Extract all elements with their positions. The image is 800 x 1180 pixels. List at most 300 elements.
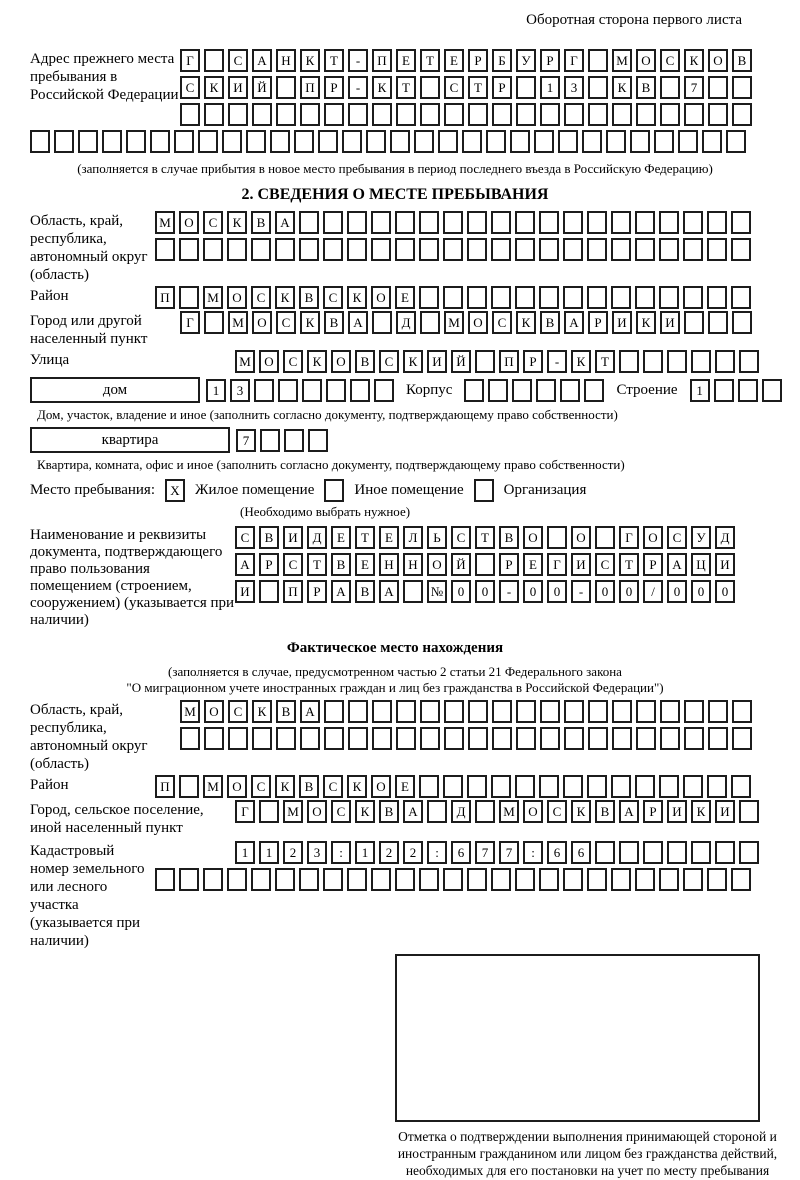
char-cell: К bbox=[403, 350, 423, 373]
char-row bbox=[235, 800, 759, 823]
char-cell: Т bbox=[396, 76, 416, 99]
char-cell: - bbox=[547, 350, 567, 373]
stroenie-label: Строение bbox=[616, 381, 678, 398]
char-cell bbox=[659, 868, 679, 891]
char-row bbox=[235, 841, 759, 864]
char-cell bbox=[612, 700, 632, 723]
char-row bbox=[180, 49, 752, 72]
char-cell bbox=[395, 868, 415, 891]
char-cell bbox=[636, 727, 656, 750]
char-cell: Т bbox=[307, 553, 327, 576]
char-cell: К bbox=[204, 76, 224, 99]
char-cell bbox=[539, 286, 559, 309]
char-cell: В bbox=[251, 211, 271, 234]
char-row bbox=[180, 700, 752, 723]
char-cell bbox=[252, 103, 272, 126]
char-cell: Р bbox=[492, 76, 512, 99]
char-cell bbox=[588, 700, 608, 723]
char-cell bbox=[732, 311, 752, 334]
char-cell bbox=[539, 775, 559, 798]
char-cell bbox=[326, 379, 346, 402]
char-cell: : bbox=[331, 841, 351, 864]
char-cell: Д bbox=[715, 526, 735, 549]
char-cell bbox=[715, 350, 735, 373]
char-cell bbox=[587, 211, 607, 234]
char-cell bbox=[324, 103, 344, 126]
street-label: Улица bbox=[30, 352, 70, 368]
char-cell: Д bbox=[396, 311, 416, 334]
char-row bbox=[235, 526, 735, 549]
char-cell bbox=[372, 700, 392, 723]
char-cell: П bbox=[499, 350, 519, 373]
char-cell bbox=[228, 103, 248, 126]
char-cell bbox=[731, 238, 751, 261]
char-cell: С bbox=[323, 775, 343, 798]
section3-title: Фактическое место нахождения bbox=[286, 640, 504, 656]
char-cell bbox=[491, 286, 511, 309]
char-cell: Е bbox=[379, 526, 399, 549]
char-cell bbox=[299, 238, 319, 261]
stroenie-row bbox=[690, 379, 782, 402]
char-cell: П bbox=[283, 580, 303, 603]
char-cell: И bbox=[715, 800, 735, 823]
char-cell: М bbox=[499, 800, 519, 823]
char-cell: К bbox=[372, 76, 392, 99]
char-cell: С bbox=[276, 311, 296, 334]
char-cell bbox=[683, 868, 703, 891]
char-cell: И bbox=[667, 800, 687, 823]
char-cell: Р bbox=[468, 49, 488, 72]
char-cell: В bbox=[324, 311, 344, 334]
char-cell bbox=[308, 429, 328, 452]
char-cell bbox=[276, 727, 296, 750]
char-row bbox=[180, 727, 752, 750]
char-cell: 1 bbox=[206, 379, 226, 402]
char-cell bbox=[438, 130, 458, 153]
char-row bbox=[155, 868, 759, 891]
house-number-row bbox=[206, 379, 394, 402]
char-cell: Й bbox=[252, 76, 272, 99]
char-cell: Б bbox=[492, 49, 512, 72]
char-cell: В bbox=[379, 800, 399, 823]
char-cell bbox=[612, 103, 632, 126]
char-cell bbox=[252, 727, 272, 750]
char-cell bbox=[276, 76, 296, 99]
char-cell: С bbox=[228, 49, 248, 72]
char-cell bbox=[539, 211, 559, 234]
char-cell: В bbox=[355, 580, 375, 603]
char-cell bbox=[635, 775, 655, 798]
char-cell: 2 bbox=[379, 841, 399, 864]
char-row bbox=[235, 580, 735, 603]
char-cell bbox=[660, 103, 680, 126]
checkbox-residential: X bbox=[165, 479, 185, 502]
char-cell bbox=[204, 103, 224, 126]
char-cell bbox=[299, 868, 319, 891]
char-cell bbox=[707, 238, 727, 261]
char-cell: О bbox=[252, 311, 272, 334]
char-cell bbox=[403, 580, 423, 603]
char-row bbox=[180, 311, 752, 334]
char-cell: В bbox=[259, 526, 279, 549]
char-cell bbox=[560, 379, 580, 402]
char-cell bbox=[619, 350, 639, 373]
char-cell bbox=[659, 238, 679, 261]
stay-type-note: (Необходимо выбрать нужное) bbox=[240, 504, 411, 519]
char-cell bbox=[420, 700, 440, 723]
char-cell bbox=[588, 727, 608, 750]
char-cell bbox=[731, 286, 751, 309]
previous-address-rows bbox=[180, 49, 752, 126]
char-cell: О bbox=[227, 286, 247, 309]
field-previous-address bbox=[30, 49, 760, 126]
char-cell: О bbox=[523, 800, 543, 823]
char-cell: С bbox=[331, 800, 351, 823]
char-cell bbox=[222, 130, 242, 153]
char-row bbox=[155, 775, 751, 798]
field-district bbox=[30, 286, 760, 309]
char-cell: 7 bbox=[499, 841, 519, 864]
char-cell: С bbox=[283, 553, 303, 576]
document-label: Наименование и реквизиты документа, подтверждающего право пользования помещением (строением, сооружением) (указывается при наличии) bbox=[30, 527, 235, 628]
char-cell bbox=[468, 700, 488, 723]
city-actual-label: Город, сельское поселение, иной населенный пункт bbox=[30, 802, 204, 836]
char-cell: 1 bbox=[235, 841, 255, 864]
char-cell bbox=[714, 379, 734, 402]
char-cell: А bbox=[564, 311, 584, 334]
char-cell: 6 bbox=[571, 841, 591, 864]
char-cell bbox=[427, 800, 447, 823]
char-cell bbox=[587, 775, 607, 798]
char-cell: М bbox=[203, 775, 223, 798]
char-cell bbox=[299, 211, 319, 234]
char-cell bbox=[390, 130, 410, 153]
char-cell: С bbox=[228, 700, 248, 723]
char-cell: К bbox=[300, 49, 320, 72]
char-cell bbox=[635, 868, 655, 891]
char-cell: Д bbox=[451, 800, 471, 823]
char-cell: В bbox=[636, 76, 656, 99]
region-actual-label: Область, край, республика, автономный округ (область) bbox=[30, 702, 148, 772]
char-cell bbox=[347, 238, 367, 261]
char-cell: / bbox=[643, 580, 663, 603]
checkbox-other-premises bbox=[324, 479, 344, 502]
char-cell: 0 bbox=[595, 580, 615, 603]
document-rows bbox=[235, 526, 735, 603]
char-cell bbox=[606, 130, 626, 153]
char-cell bbox=[588, 103, 608, 126]
char-cell: 7 bbox=[684, 76, 704, 99]
char-cell: Р bbox=[643, 553, 663, 576]
char-cell bbox=[180, 727, 200, 750]
char-cell bbox=[300, 103, 320, 126]
char-row bbox=[155, 286, 751, 309]
char-cell: Л bbox=[403, 526, 423, 549]
char-cell bbox=[707, 211, 727, 234]
char-cell bbox=[491, 211, 511, 234]
char-cell bbox=[732, 700, 752, 723]
char-cell: С bbox=[379, 350, 399, 373]
char-cell: И bbox=[660, 311, 680, 334]
char-cell: М bbox=[155, 211, 175, 234]
char-cell bbox=[371, 238, 391, 261]
char-cell bbox=[547, 526, 567, 549]
field-apartment bbox=[30, 427, 760, 453]
char-cell: С bbox=[235, 526, 255, 549]
char-cell bbox=[659, 775, 679, 798]
char-cell: Й bbox=[451, 350, 471, 373]
char-cell bbox=[372, 103, 392, 126]
char-cell: К bbox=[227, 211, 247, 234]
char-cell bbox=[630, 130, 650, 153]
char-cell: 6 bbox=[451, 841, 471, 864]
char-cell: К bbox=[612, 76, 632, 99]
char-cell bbox=[467, 211, 487, 234]
char-cell bbox=[324, 727, 344, 750]
char-cell bbox=[715, 841, 735, 864]
char-cell bbox=[516, 76, 536, 99]
char-cell bbox=[259, 580, 279, 603]
char-cell: 0 bbox=[691, 580, 711, 603]
char-cell bbox=[228, 727, 248, 750]
char-cell bbox=[347, 868, 367, 891]
char-cell: 0 bbox=[451, 580, 471, 603]
char-cell: 3 bbox=[564, 76, 584, 99]
char-cell bbox=[270, 130, 290, 153]
char-cell bbox=[203, 868, 223, 891]
char-cell: Р bbox=[307, 580, 327, 603]
char-cell: 2 bbox=[403, 841, 423, 864]
char-cell bbox=[420, 727, 440, 750]
char-cell bbox=[260, 429, 280, 452]
char-cell: Р bbox=[259, 553, 279, 576]
char-cell bbox=[276, 103, 296, 126]
char-cell bbox=[414, 130, 434, 153]
char-cell: М bbox=[228, 311, 248, 334]
char-cell bbox=[302, 379, 322, 402]
char-cell bbox=[179, 286, 199, 309]
char-cell: С bbox=[251, 775, 271, 798]
char-cell: 3 bbox=[230, 379, 250, 402]
apartment-number-row bbox=[236, 429, 328, 452]
char-cell bbox=[419, 868, 439, 891]
char-cell bbox=[259, 800, 279, 823]
char-cell bbox=[684, 700, 704, 723]
char-cell bbox=[419, 286, 439, 309]
previous-address-note: (заполняется в случае прибытия в новое место пребывания в период последнего въезда в Российскую Федерацию) bbox=[77, 161, 713, 176]
char-cell: К bbox=[636, 311, 656, 334]
char-cell bbox=[683, 286, 703, 309]
char-cell: 0 bbox=[667, 580, 687, 603]
char-cell bbox=[246, 130, 266, 153]
char-cell bbox=[475, 800, 495, 823]
char-cell bbox=[323, 868, 343, 891]
char-cell bbox=[420, 311, 440, 334]
char-cell: Р bbox=[643, 800, 663, 823]
checkbox-organization bbox=[474, 479, 494, 502]
char-cell bbox=[467, 775, 487, 798]
char-cell: Е bbox=[444, 49, 464, 72]
char-cell bbox=[684, 311, 704, 334]
char-cell: О bbox=[307, 800, 327, 823]
char-cell bbox=[539, 868, 559, 891]
field-stay-type bbox=[30, 479, 760, 502]
char-cell: - bbox=[571, 580, 591, 603]
cadastral-rows bbox=[155, 841, 759, 891]
char-cell: А bbox=[275, 211, 295, 234]
char-cell: 3 bbox=[307, 841, 327, 864]
char-cell: К bbox=[300, 311, 320, 334]
char-cell: М bbox=[235, 350, 255, 373]
field-cadastral bbox=[30, 841, 760, 950]
char-cell: В bbox=[299, 286, 319, 309]
char-cell bbox=[491, 775, 511, 798]
char-cell bbox=[347, 211, 367, 234]
char-cell bbox=[371, 868, 391, 891]
section2-title: 2. СВЕДЕНИЯ О МЕСТЕ ПРЕБЫВАНИЯ bbox=[241, 186, 549, 203]
char-cell: С bbox=[595, 553, 615, 576]
char-cell: В bbox=[732, 49, 752, 72]
char-cell bbox=[540, 727, 560, 750]
char-cell bbox=[564, 700, 584, 723]
char-cell bbox=[654, 130, 674, 153]
char-cell bbox=[467, 868, 487, 891]
stay-option-organization: Организация bbox=[503, 482, 587, 498]
char-cell bbox=[54, 130, 74, 153]
char-cell bbox=[516, 103, 536, 126]
char-cell bbox=[254, 379, 274, 402]
char-cell bbox=[563, 238, 583, 261]
char-cell bbox=[516, 700, 536, 723]
stay-option-other: Иное помещение bbox=[354, 482, 464, 498]
char-cell: 2 bbox=[283, 841, 303, 864]
char-cell: М bbox=[444, 311, 464, 334]
char-cell: Е bbox=[395, 286, 415, 309]
char-cell: С bbox=[444, 76, 464, 99]
char-cell: 1 bbox=[259, 841, 279, 864]
char-cell bbox=[707, 775, 727, 798]
char-cell: Р bbox=[540, 49, 560, 72]
char-cell: Н bbox=[403, 553, 423, 576]
char-cell bbox=[636, 103, 656, 126]
char-cell bbox=[643, 841, 663, 864]
char-cell bbox=[204, 311, 224, 334]
char-cell bbox=[667, 350, 687, 373]
char-cell: 1 bbox=[540, 76, 560, 99]
char-cell bbox=[534, 130, 554, 153]
field-street bbox=[30, 350, 760, 373]
char-cell bbox=[708, 311, 728, 334]
char-cell bbox=[708, 727, 728, 750]
char-cell bbox=[395, 238, 415, 261]
char-cell: У bbox=[691, 526, 711, 549]
char-cell bbox=[731, 868, 751, 891]
char-cell bbox=[443, 238, 463, 261]
char-cell bbox=[464, 379, 484, 402]
char-cell: Г bbox=[235, 800, 255, 823]
char-cell bbox=[702, 130, 722, 153]
char-cell: П bbox=[155, 286, 175, 309]
char-cell: Р bbox=[523, 350, 543, 373]
char-cell: Е bbox=[355, 553, 375, 576]
char-cell bbox=[443, 286, 463, 309]
char-cell bbox=[739, 350, 759, 373]
char-cell bbox=[342, 130, 362, 153]
char-cell bbox=[227, 868, 247, 891]
char-cell: 0 bbox=[547, 580, 567, 603]
char-cell bbox=[731, 775, 751, 798]
char-cell: О bbox=[468, 311, 488, 334]
char-cell bbox=[491, 868, 511, 891]
field-region-actual bbox=[30, 700, 760, 773]
char-cell bbox=[180, 103, 200, 126]
korpus-row bbox=[464, 379, 604, 402]
char-cell: М bbox=[180, 700, 200, 723]
char-cell bbox=[636, 700, 656, 723]
char-cell bbox=[174, 130, 194, 153]
char-cell bbox=[732, 727, 752, 750]
char-cell bbox=[564, 727, 584, 750]
char-cell: - bbox=[348, 76, 368, 99]
char-cell: В bbox=[331, 553, 351, 576]
char-cell bbox=[731, 211, 751, 234]
char-cell bbox=[275, 868, 295, 891]
char-cell bbox=[300, 727, 320, 750]
apartment-note: Квартира, комната, офис и иное (заполнить согласно документу, подтверждающему право собственности) bbox=[37, 457, 625, 472]
apartment-box: квартира bbox=[30, 427, 230, 453]
previous-address-label: Адрес прежнего места пребывания в Российской Федерации bbox=[30, 51, 179, 103]
char-cell: О bbox=[708, 49, 728, 72]
char-cell: К bbox=[684, 49, 704, 72]
char-cell bbox=[467, 238, 487, 261]
char-cell bbox=[587, 286, 607, 309]
char-cell: О bbox=[571, 526, 591, 549]
char-cell: 7 bbox=[475, 841, 495, 864]
char-cell: М bbox=[203, 286, 223, 309]
char-cell bbox=[251, 868, 271, 891]
char-cell: Е bbox=[331, 526, 351, 549]
char-cell: И bbox=[612, 311, 632, 334]
char-cell bbox=[396, 727, 416, 750]
char-cell: О bbox=[331, 350, 351, 373]
char-cell bbox=[738, 379, 758, 402]
char-cell bbox=[323, 211, 343, 234]
char-cell bbox=[372, 727, 392, 750]
char-cell bbox=[708, 76, 728, 99]
page-side-note: Оборотная сторона первого листа bbox=[526, 12, 742, 28]
field-city-actual bbox=[30, 800, 760, 837]
char-cell bbox=[684, 103, 704, 126]
char-cell: К bbox=[355, 800, 375, 823]
char-cell bbox=[516, 727, 536, 750]
char-cell bbox=[635, 238, 655, 261]
cadastral-label: Кадастровый номер земельного или лесного участка (указывается при наличии) bbox=[30, 843, 145, 949]
field-district-actual bbox=[30, 775, 760, 798]
char-cell: : bbox=[523, 841, 543, 864]
char-cell bbox=[739, 800, 759, 823]
char-cell bbox=[563, 286, 583, 309]
char-cell: С bbox=[251, 286, 271, 309]
char-cell: Е bbox=[396, 49, 416, 72]
char-cell bbox=[419, 211, 439, 234]
char-cell bbox=[611, 211, 631, 234]
char-cell: К bbox=[571, 800, 591, 823]
char-cell bbox=[739, 841, 759, 864]
char-cell bbox=[30, 130, 50, 153]
char-cell bbox=[443, 211, 463, 234]
char-cell bbox=[683, 211, 703, 234]
char-cell bbox=[563, 211, 583, 234]
